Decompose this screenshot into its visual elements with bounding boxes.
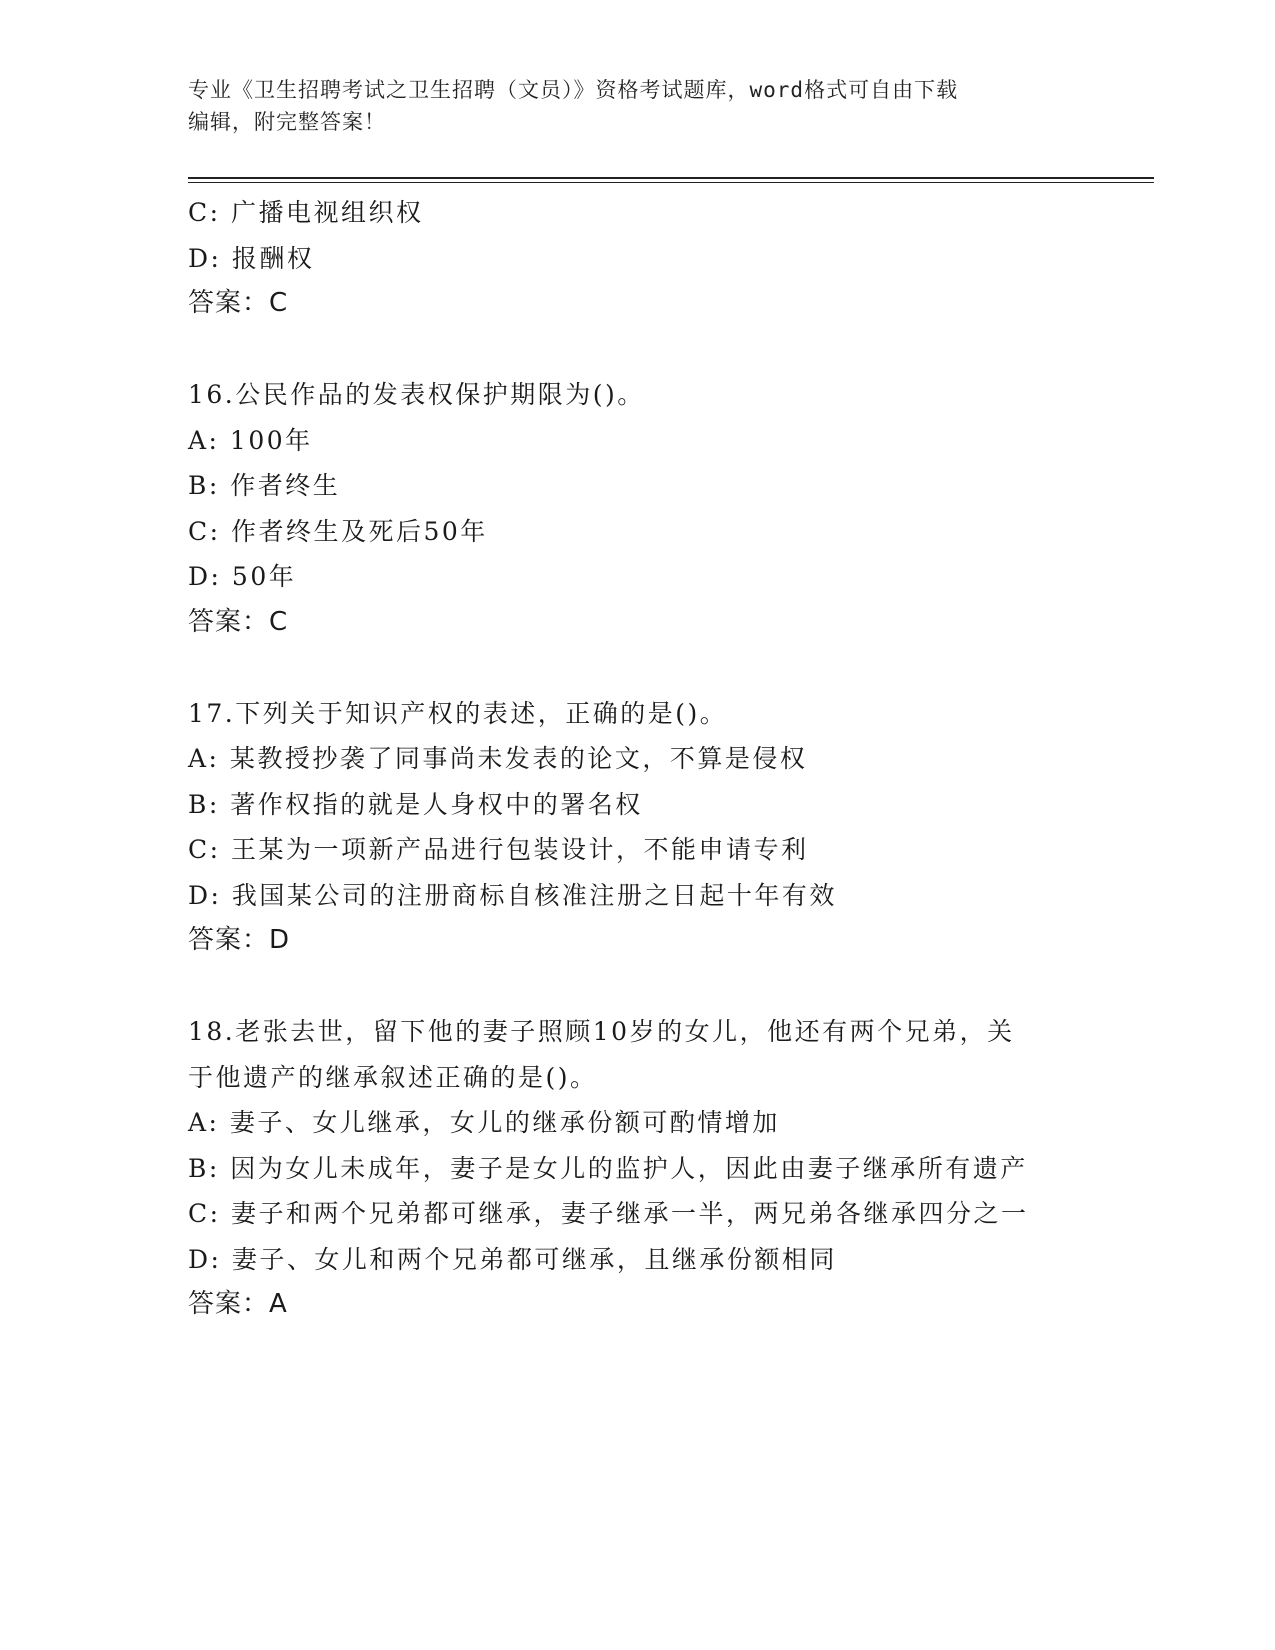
question-stem: 16.公民作品的发表权保护期限为()。 <box>188 380 645 409</box>
question-stem-continued: 于他遗产的继承叙述正确的是()。 <box>188 1062 598 1092</box>
option-d: D: 我国某公司的注册商标自核准注册之日起十年有效 <box>188 880 837 910</box>
header-rule <box>188 177 1154 179</box>
page-header <box>188 74 1088 138</box>
option-d: D: 妻子、女儿和两个兄弟都可继承，且继承份额相同 <box>188 1244 837 1274</box>
option-c: C: 王某为一项新产品进行包装设计，不能申请专利 <box>188 835 809 864</box>
question-stem: 17.下列关于知识产权的表述，正确的是()。 <box>188 698 728 728</box>
option-a: A: 妻子、女儿继承，女儿的继承份额可酌情增加 <box>188 1108 780 1137</box>
option-b: B: 著作权指的就是人身权中的署名权 <box>188 789 643 819</box>
answer-line: 答案：D <box>188 925 291 955</box>
option-d: D: 50年 <box>188 562 297 591</box>
question-stem: 18.老张去世，留下他的妻子照顾10岁的女儿，他还有两个兄弟，关 <box>188 1017 1015 1046</box>
question-15-continued <box>188 190 1148 327</box>
option-b: B: 作者终生 <box>188 471 341 500</box>
option-b: B: 因为女儿未成年，妻子是女儿的监护人，因此由妻子继承所有遗产 <box>188 1153 1028 1183</box>
option-a: A: 100年 <box>188 425 313 455</box>
option-c: C: 广播电视组织权 <box>188 198 424 227</box>
option-d: D: 报酬权 <box>188 243 315 273</box>
question-18 <box>188 1009 1148 1328</box>
option-c: C: 妻子和两个兄弟都可继承，妻子继承一半，两兄弟各继承四分之一 <box>188 1199 1029 1228</box>
answer-line: 答案：C <box>188 288 289 318</box>
answer-line: 答案：C <box>188 606 289 637</box>
header-rule-secondary <box>188 182 1154 183</box>
question-16 <box>188 372 1148 645</box>
header-line-2: 编辑，附完整答案！ <box>188 110 386 134</box>
answer-line: 答案：A <box>188 1289 288 1319</box>
question-17 <box>188 691 1148 964</box>
spacer <box>188 964 1148 1010</box>
option-c: C: 作者终生及死后50年 <box>188 516 488 546</box>
option-a: A: 某教授抄袭了同事尚未发表的论文，不算是侵权 <box>188 744 808 773</box>
question-list <box>188 190 1148 1328</box>
spacer <box>188 327 1148 373</box>
spacer <box>188 645 1148 691</box>
header-line-1: 专业《卫生招聘考试之卫生招聘（文员）》资格考试题库，word格式可自由下载 <box>188 78 959 102</box>
